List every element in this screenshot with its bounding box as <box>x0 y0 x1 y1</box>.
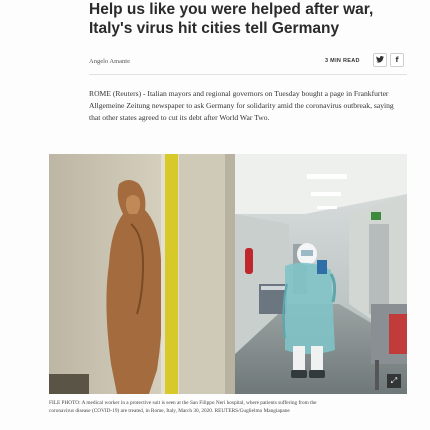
byline-row <box>89 52 407 70</box>
photo-caption: FILE PHOTO: A medical worker in a protective suit is seen at the San Filippo Neri hospital, where patients suffering from the coronavirus disease (COVID-19) are treated, in Rome, Italy, March 30, 2020. REUTERS/Guglielmo Mangiapane <box>49 400 317 414</box>
twitter-icon <box>376 56 384 65</box>
expand-icon[interactable]: ⤢ <box>387 374 401 388</box>
read-time: 3 MIN READ <box>325 58 360 64</box>
facebook-icon: f <box>395 56 399 64</box>
article-headline: Help us like you were helped after war, Italy's virus hit cities tell Germany <box>89 1 374 37</box>
facebook-share-button[interactable] <box>390 53 404 67</box>
article-body-paragraph: ROME (Reuters) - Italian mayors and regional governors on Tuesday bought a page in Frankfurter Allgemeine Zeitung newspaper to ask Germany for solidarity amid the coronavirus outbreak, saying that other states agreed to cut its debt after World War Two. <box>89 89 394 123</box>
header-divider <box>89 74 407 75</box>
author-link[interactable]: Angelo Amante <box>89 58 130 65</box>
hospital-photo <box>49 154 407 394</box>
article-photo[interactable] <box>49 154 407 394</box>
twitter-share-button[interactable] <box>373 53 387 67</box>
